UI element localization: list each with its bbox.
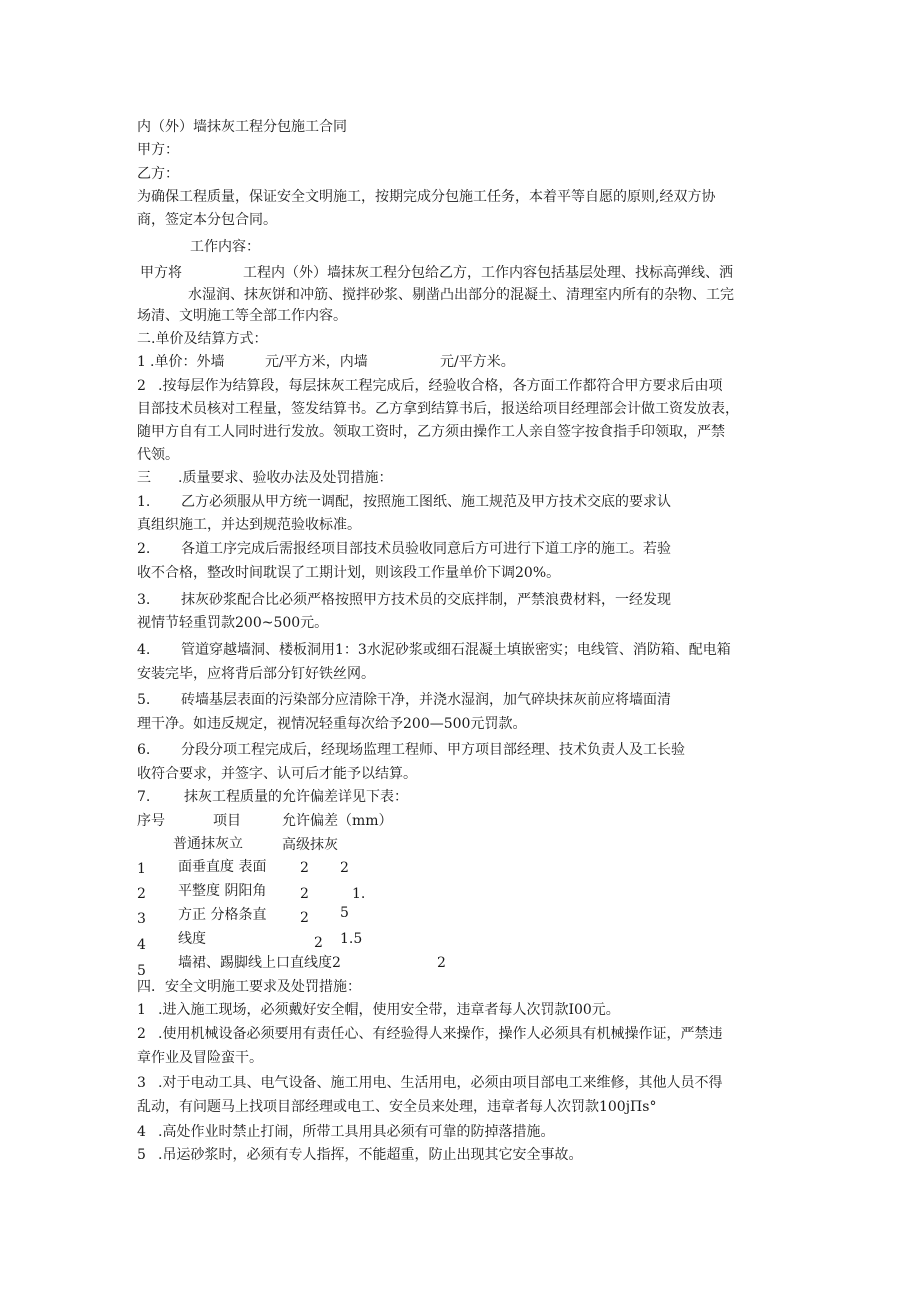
s3-item6-num: 6. xyxy=(137,742,151,758)
table-header-high: 高级抹灰 xyxy=(282,837,338,853)
section1-line-1: 工程内（外）墙抹灰工程分包给乙方，工作内容包括基层处理、找标高弹线、洒 xyxy=(243,265,733,281)
s3-item1-num: 1. xyxy=(137,494,151,510)
s4-item3-line2: 乱动，有问题马上找项目部经理或电工、安全员来处理，违章者每人次罚款100jΠs° xyxy=(137,1099,657,1115)
party-b-label: 乙方： xyxy=(137,166,179,182)
s4-item1-num: 1 xyxy=(137,1002,146,1018)
table-row-num: 4 xyxy=(137,937,146,953)
s3-item6-line1: 分段分项工程完成后，经现场监理工程师、甲方项目部经理、技术负责人及工长验 xyxy=(181,742,685,758)
table-row-num: 2 xyxy=(137,886,146,902)
table-row-normal: 2 xyxy=(300,910,309,926)
table-row-high: 2 xyxy=(340,860,349,876)
table-row-num: 1 xyxy=(137,861,146,877)
table-row-item: 方正 分格条直 xyxy=(178,907,267,923)
intro-line-2: 商，签定本分包合同。 xyxy=(137,212,277,228)
party-a-label: 甲方： xyxy=(137,142,179,158)
intro-line-1: 为确保工程质量，保证安全文明施工，按期完成分包施工任务，本着平等自愿的原则,经双方协 xyxy=(137,189,716,205)
table-row-high: 2 xyxy=(437,955,446,971)
s3-item5-line1: 砖墙基层表面的污染部分应清除干净，并浇水湿润，加气碎块抹灰前应将墙面清 xyxy=(181,692,671,708)
section3-num: 三 xyxy=(137,470,151,486)
s4-item2-line1: .使用机械设备必须要用有责任心、有经验得人来操作，操作人必须具有机械操作证，严禁违 xyxy=(158,1026,723,1042)
s3-item4-num: 4. xyxy=(137,642,151,658)
section1-heading: 工作内容： xyxy=(190,239,260,255)
s3-item6-line2: 收符合要求，并签字、认可后才能予以结算。 xyxy=(137,766,417,782)
s4-item1-line1: .进入施工现场，必须戴好安全帽，使用安全带，违章者每人次罚款I00元。 xyxy=(158,1002,620,1018)
section1-line-2: 水湿润、抹灰饼和冲筋、搅拌砂浆、剔凿凸出部分的混凝土、清理室内所有的杂物、工完 xyxy=(188,287,734,303)
section2-item2-line-3: 随甲方自有工人同时进行发放。领取工资时，乙方须由操作工人亲自签字按食指手印领取，严禁 xyxy=(137,424,725,440)
s4-item2-line2: 章作业及冒险蛮干。 xyxy=(137,1050,263,1066)
table-row-num: 5 xyxy=(137,963,146,979)
s3-item1-line2: 真组织施工，并达到规范验收标准。 xyxy=(137,517,361,533)
section2-item1-num: 1 xyxy=(137,354,146,370)
table-row-item: 面垂直度 表面 xyxy=(178,859,267,875)
table-row-high: 1. xyxy=(352,886,366,902)
s4-item3-line1: .对于电动工具、电气设备、施工用电、生活用电，必须由项目部电工来维修，其他人员不得 xyxy=(158,1075,723,1091)
s4-item4-line1: .高处作业时禁止打闹，所带工具用具必须有可靠的防掉落措施。 xyxy=(158,1124,555,1140)
section4-heading: 四．安全文明施工要求及处罚措施： xyxy=(137,979,361,995)
s4-item5-line1: .吊运砂浆时，必须有专人指挥，不能超重，防止出现其它安全事故。 xyxy=(158,1147,583,1163)
s3-item2-num: 2. xyxy=(137,541,151,557)
s3-item7-num: 7. xyxy=(137,789,151,805)
s3-item3-line1: 抹灰砂浆配合比必须严格按照甲方技术员的交底拌制，严禁浪费材料，一经发现 xyxy=(181,592,671,608)
section2-item2-line-4: 代领。 xyxy=(137,447,179,463)
table-row-high: 5 xyxy=(340,905,349,921)
s3-item3-num: 3. xyxy=(137,592,151,608)
table-row-num: 3 xyxy=(137,911,146,927)
s3-item4-line1: 管道穿越墙洞、楼板洞用1：3水泥砂浆或细石混凝土填嵌密实；电线管、消防箱、配电箱 xyxy=(181,642,731,658)
s3-item5-line2: 理干净。如违反规定，视情况轻重每次给予200—500元罚款。 xyxy=(137,716,527,732)
s4-item2-num: 2 xyxy=(137,1026,146,1042)
section2-heading: 二.单价及结算方式： xyxy=(137,331,268,347)
s3-item2-line2: 收不合格，整改时间耽误了工期计划，则该段工作量单价下调20%。 xyxy=(137,565,561,581)
table-row-normal: 2 xyxy=(300,860,309,876)
section2-item1-c: 元/平方米。 xyxy=(440,354,515,370)
section2-item1-a: .单价：外墙 xyxy=(150,354,225,370)
table-row-high: 1.5 xyxy=(340,931,363,947)
table-row-item: 线度 xyxy=(178,931,206,947)
s4-item5-num: 5 xyxy=(137,1147,146,1163)
section1-line-3: 场清、文明施工等全部工作内容。 xyxy=(137,308,347,324)
s3-item3-line2: 视情节轻重罚款200~500元。 xyxy=(137,615,329,631)
s3-item7-line1: 抹灰工程质量的允许偏差详见下表： xyxy=(184,789,408,805)
table-row-normal: 2 xyxy=(300,886,309,902)
doc-title: 内（外）墙抹灰工程分包施工合同 xyxy=(137,119,347,135)
table-row-normal: 2 xyxy=(314,935,323,951)
s4-item4-num: 4 xyxy=(137,1124,146,1140)
table-row-item: 墙裙、踢脚线上口直线度2 xyxy=(178,955,341,971)
section2-item2-line-2: 目部技术员核对工程量，签发结算书。乙方拿到结算书后，报送给项目经理部会计做工资发放表， xyxy=(137,401,739,417)
section1-lead: 甲方将 xyxy=(140,265,182,281)
table-header-seq: 序号 xyxy=(137,813,165,829)
s3-item5-num: 5. xyxy=(137,692,151,708)
s3-item2-line1: 各道工序完成后需报经项目部技术员验收同意后方可进行下道工序的施工。若验 xyxy=(181,541,671,557)
section2-item2-num: 2 xyxy=(137,378,146,394)
table-row-item: 平整度 阴阳角 xyxy=(178,883,267,899)
s3-item4-line2: 安装完毕，应将背后部分钉好铁丝网。 xyxy=(137,666,375,682)
s3-item1-line1: 乙方必须服从甲方统一调配，按照施工图纸、施工规范及甲方技术交底的要求认 xyxy=(181,494,671,510)
table-header-item: 项目 xyxy=(213,813,241,829)
table-header-deviation: 允许偏差（mm） xyxy=(282,813,393,829)
table-header-normal: 普通抹灰立 xyxy=(173,836,243,852)
section3-heading: .质量要求、验收办法及处罚措施： xyxy=(178,470,393,486)
section2-item1-b: 元/平方米，内墙 xyxy=(265,354,368,370)
s4-item3-num: 3 xyxy=(137,1075,146,1091)
section2-item2-line-1: .按每层作为结算段，每层抹灰工程完成后，经验收合格，各方面工作都符合甲方要求后由项 xyxy=(158,378,723,394)
